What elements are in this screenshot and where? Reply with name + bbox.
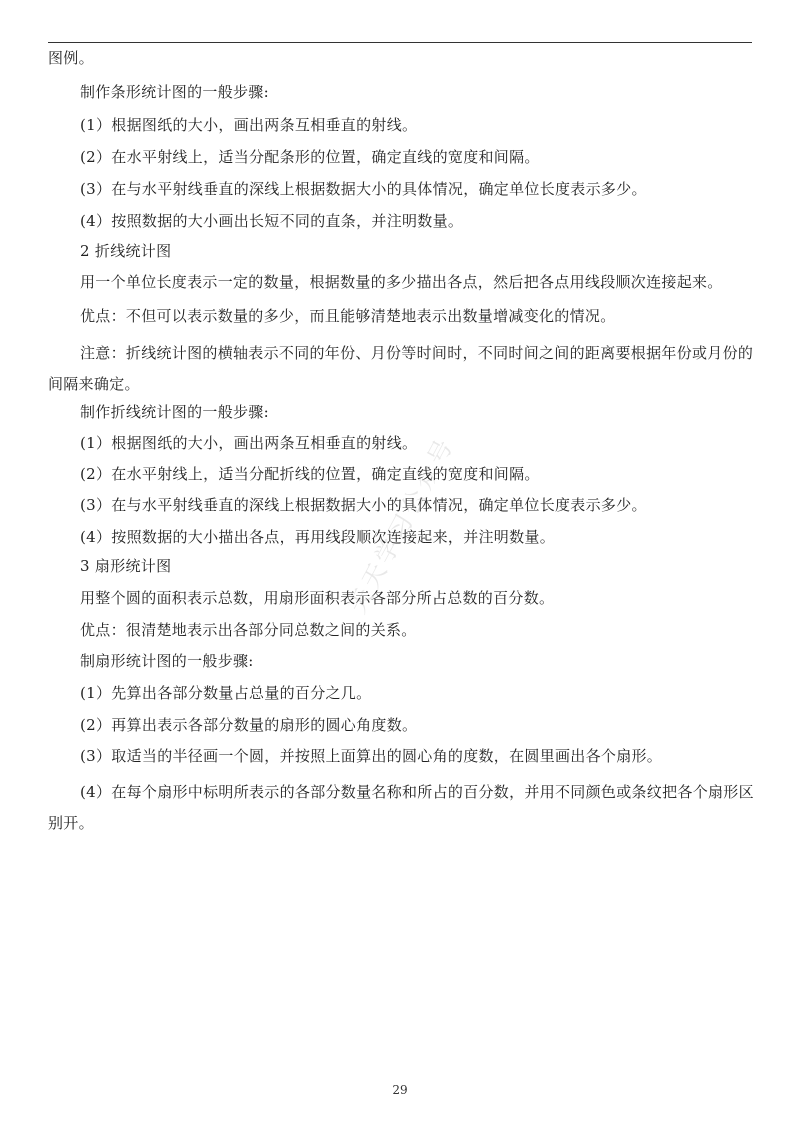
text-paragraph: (4）在每个扇形中标明所表示的各部分数量名称和所占的百分数，并用不同颜色或条纹把各个扇形区别开。 [48,783,754,832]
text-line: 制作折线统计图的一般步骤: [80,403,269,421]
text-line: 制扇形统计图的一般步骤: [80,652,254,670]
text-line: 图例。 [48,49,94,67]
text-line: (1）先算出各部分数量占总量的百分之几。 [80,684,372,702]
text-line: 优点：不但可以表示数量的多少，而且能够清楚地表示出数量增减变化的情况。 [80,307,616,325]
section-heading: 2 折线统计图 [80,242,172,260]
text-line: (2）在水平射线上，适当分配条形的位置，确定直线的宽度和间隔。 [80,148,540,166]
text-line: (1）根据图纸的大小，画出两条互相垂直的射线。 [80,434,418,452]
text-line: 优点：很清楚地表示出各部分同总数之间的关系。 [80,621,417,639]
text-line: (4）按照数据的大小画出长短不同的直条，并注明数量。 [80,212,464,230]
text-line: (3）在与水平射线垂直的深线上根据数据大小的具体情况，确定单位长度表示多少。 [80,496,647,514]
watermark: 天天学习公众号 [343,431,461,618]
section-heading: 3 扇形统计图 [80,557,172,575]
text-line: 用一个单位长度表示一定的数量，根据数量的多少描出各点，然后把各点用线段顺次连接起来。 [80,273,723,291]
text-line: 用整个圆的面积表示总数，用扇形面积表示各部分所占总数的百分数。 [80,589,555,607]
text-line: (2）在水平射线上，适当分配折线的位置，确定直线的宽度和间隔。 [80,465,540,483]
text-line: (1）根据图纸的大小，画出两条互相垂直的射线。 [80,116,418,134]
header-rule [48,42,752,43]
text-line: (2）再算出表示各部分数量的扇形的圆心角度数。 [80,716,418,734]
text-line: (3）取适当的半径画一个圆，并按照上面算出的圆心角的度数，在圆里画出各个扇形。 [80,747,663,765]
text-line: (4）按照数据的大小描出各点，再用线段顺次连接起来，并注明数量。 [80,528,555,546]
text-paragraph: 注意：折线统计图的横轴表示不同的年份、月份等时间时，不同时间之间的距离要根据年份或月份的间隔来确定。 [48,344,754,393]
page-number: 29 [392,1083,408,1097]
text-line: 制作条形统计图的一般步骤: [80,83,269,101]
text-line: (3）在与水平射线垂直的深线上根据数据大小的具体情况，确定单位长度表示多少。 [80,180,647,198]
